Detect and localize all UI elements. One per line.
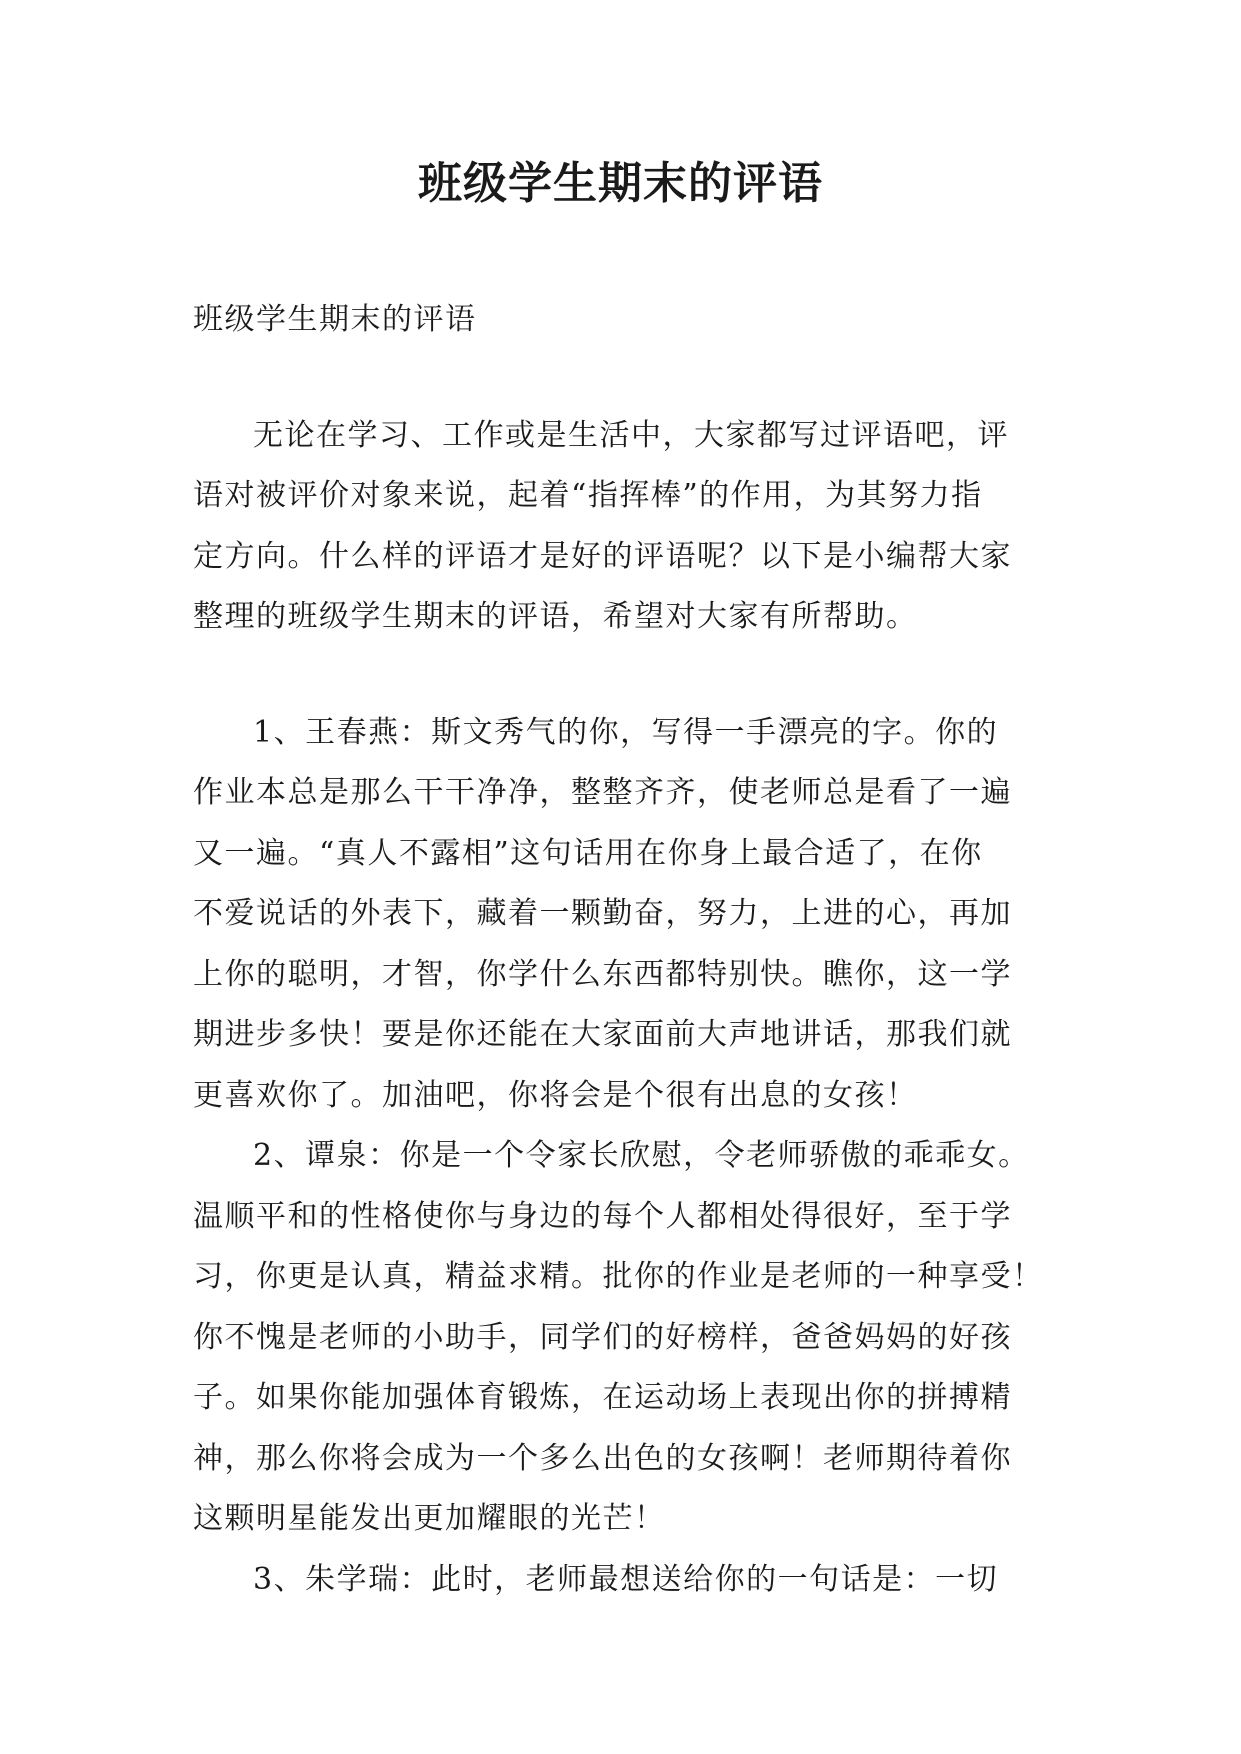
paragraph-line: 又一遍。“真人不露相”这句话用在你身上最合适了，在你 <box>193 835 983 871</box>
paragraph-line: 子。如果你能加强体育锻炼，在运动场上表现出你的拼搏精 <box>193 1380 1012 1415</box>
paragraph-line: 2、谭泉：你是一个令家长欣慰，令老师骄傲的乖乖女。 <box>253 1138 1030 1173</box>
paragraph-line: 你不愧是老师的小助手，同学们的好榜样，爸爸妈妈的好孩 <box>193 1319 1012 1355</box>
paragraph-line: 不爱说话的外表下，藏着一颗勤奋，努力，上进的心，再加 <box>193 896 1012 931</box>
comment-paragraph-1 <box>193 703 1051 1127</box>
paragraph-line: 温顺平和的性格使你与身边的每个人都相处得很好，至于学 <box>193 1198 1012 1234</box>
paragraph-line: 上你的聪明，才智，你学什么东西都特别快。瞧你，这一学 <box>193 956 1012 992</box>
paragraph-line: 更喜欢你了。加油吧，你将会是个很有出息的女孩！ <box>193 1077 918 1113</box>
comment-paragraph-2 <box>193 1126 1051 1550</box>
paragraph-line: 这颗明星能发出更加耀眼的光芒！ <box>193 1501 666 1536</box>
document-body <box>193 290 1051 1610</box>
document-subtitle: 班级学生期末的评语 <box>193 302 477 337</box>
paragraph-line: 无论在学习、工作或是生活中，大家都写过评语吧，评 <box>253 417 1009 453</box>
paragraph-line: 3、朱学瑞：此时，老师最想送给你的一句话是：一切 <box>253 1561 999 1597</box>
paragraph-line: 整理的班级学生期末的评语，希望对大家有所帮助。 <box>193 599 918 634</box>
document-title: 班级学生期末的评语 <box>418 158 823 209</box>
paragraph-line: 神，那么你将会成为一个多么出色的女孩啊！老师期待着你 <box>193 1440 1012 1476</box>
intro-paragraph <box>193 406 1051 648</box>
comment-paragraph-3 <box>193 1550 1051 1611</box>
paragraph-line: 习，你更是认真，精益求精。批你的作业是老师的一种享受！ <box>193 1259 1044 1294</box>
paragraph-line: 语对被评价对象来说，起着“指挥棒”的作用，为其努力指 <box>193 478 983 513</box>
paragraph-line: 期进步多快！要是你还能在大家面前大声地讲话，那我们就 <box>193 1017 1012 1052</box>
paragraph-line: 1、王春燕：斯文秀气的你，写得一手漂亮的字。你的 <box>253 714 999 750</box>
paragraph-line: 定方向。什么样的评语才是好的评语呢？以下是小编帮大家 <box>193 538 1012 574</box>
paragraph-line: 作业本总是那么干干净净，整整齐齐，使老师总是看了一遍 <box>193 775 1012 810</box>
